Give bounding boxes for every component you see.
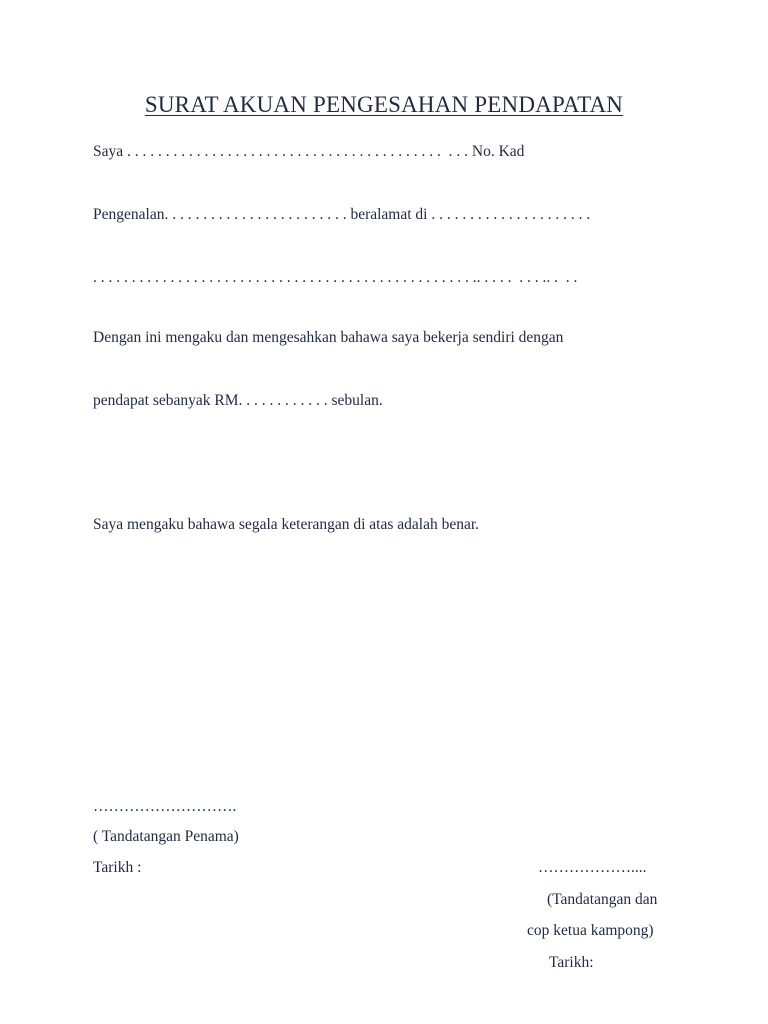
- confirmation-statement: Saya mengaku bahawa segala keterangan di atas adalah benar.: [93, 516, 480, 533]
- headman-signature-label-2: cop ketua kampong): [527, 922, 654, 939]
- document-title: SURAT AKUAN PENGESAHAN PENDAPATAN: [144, 92, 624, 117]
- applicant-signature-label: ( Tandatangan Penama): [93, 828, 239, 845]
- headman-signature-dots: ………………....: [538, 859, 647, 876]
- headman-date-label: Tarikh:: [549, 954, 594, 971]
- headman-signature-label-1: (Tandatangan dan: [547, 891, 658, 908]
- declaration-line-1: Dengan ini mengaku dan mengesahkan bahawa saya bekerja sendiri dengan: [93, 329, 564, 346]
- declaration-line-2: pendapat sebanyak RM. . . . . . . . . . . . sebulan.: [93, 392, 383, 409]
- name-line: Saya . . . . . . . . . . . . . . . . . . . . . . . . . . . . . . . . . . . . . . . . . . . . No. Kad: [93, 143, 525, 160]
- address-continuation-line: . . . . . . . . . . . . . . . . . . . . . . . . . . . . . . . . . . . . . . . . . . . . . . . . . .. . . . . . . . .. . . .: [93, 269, 578, 286]
- ic-address-line: Pengenalan. . . . . . . . . . . . . . . . . . . . . . . . beralamat di . . . . . . . . . . . . . . . . . . . . .: [93, 206, 591, 223]
- applicant-date-label: Tarikh :: [93, 859, 142, 876]
- applicant-signature-dots: ……………………….: [93, 798, 237, 815]
